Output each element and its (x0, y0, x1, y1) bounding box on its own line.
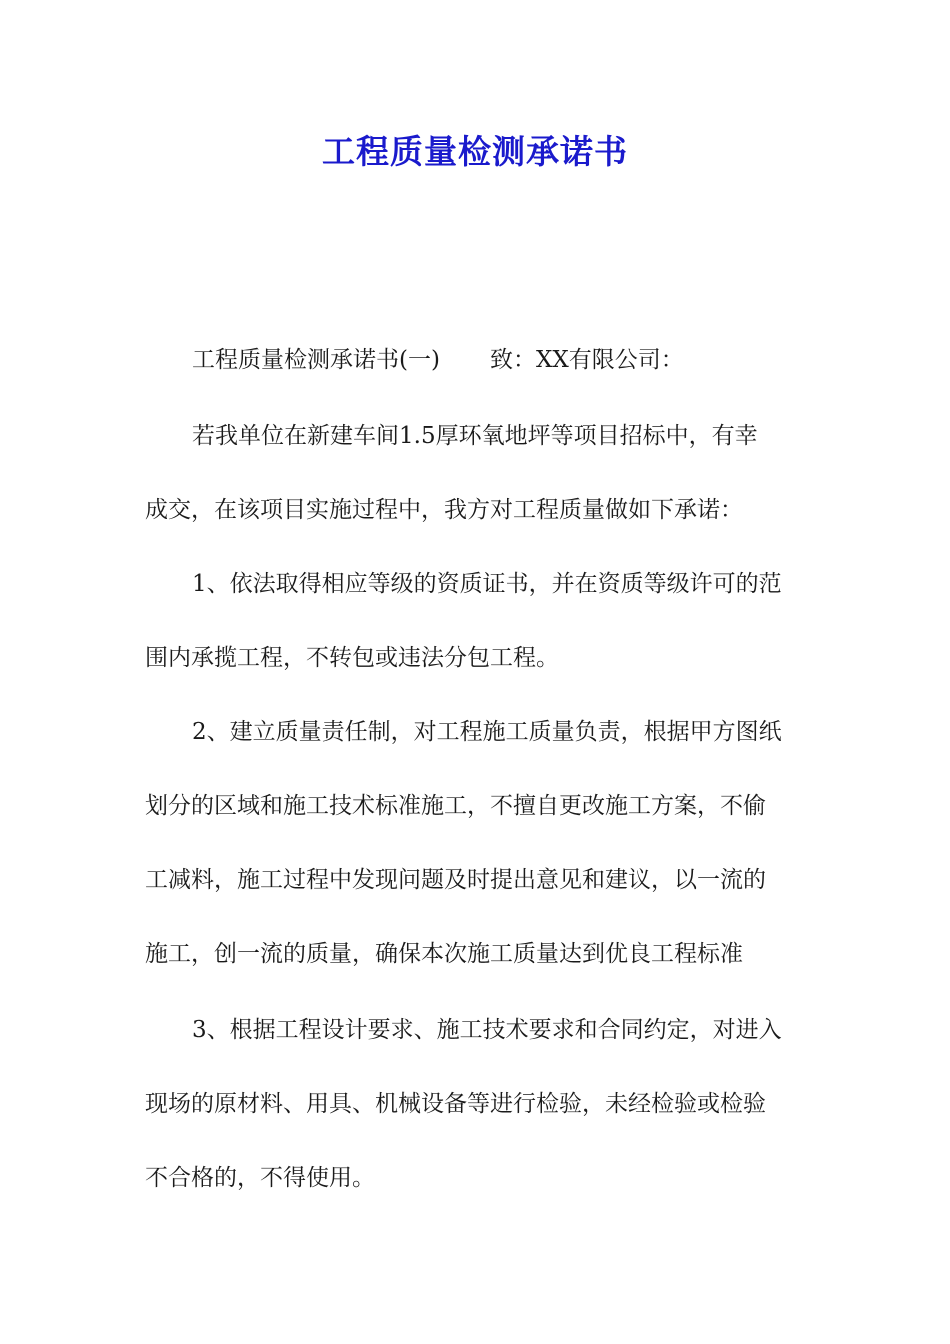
document-title: 工程质量检测承诺书 (322, 132, 628, 171)
heading-line (0, 342, 950, 378)
paragraph-line: 不合格的，不得使用。 (145, 1165, 375, 1191)
paragraph-line: 成交，在该项目实施过程中，我方对工程质量做如下承诺： (145, 497, 743, 523)
paragraph-line: 划分的区域和施工技术标准施工，不擅自更改施工方案，不偷 (145, 793, 766, 819)
paragraph-line: 1、依法取得相应等级的资质证书，并在资质等级许可的范 (192, 571, 782, 597)
paragraph-line: 工减料，施工过程中发现问题及时提出意见和建议，以一流的 (145, 867, 766, 893)
paragraph-line: 若我单位在新建车间1.5厚环氧地坪等项目招标中，有幸 (192, 423, 758, 449)
document-subtitle: 工程质量检测承诺书(一) (192, 347, 440, 373)
paragraph-line: 3、根据工程设计要求、施工技术要求和合同约定，对进入 (192, 1017, 782, 1043)
paragraph-line: 围内承揽工程，不转包或违法分包工程。 (145, 645, 559, 671)
paragraph-line: 现场的原材料、用具、机械设备等进行检验，未经检验或检验 (145, 1091, 766, 1117)
paragraph-line: 2、建立质量责任制，对工程施工质量负责，根据甲方图纸 (192, 719, 782, 745)
recipient-line: 致：XX有限公司： (489, 347, 684, 373)
paragraph-line: 施工，创一流的质量，确保本次施工质量达到优良工程标准 (145, 941, 743, 967)
